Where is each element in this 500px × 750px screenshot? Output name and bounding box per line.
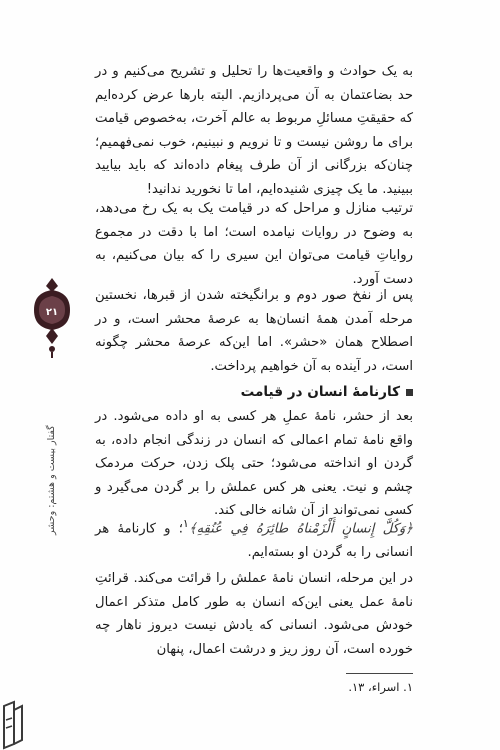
footnote: ۱. اسراء، ۱۳. <box>348 680 413 694</box>
publisher-logo-icon <box>0 700 26 750</box>
paragraph: بعد از حشر، نامهٔ عملِ هر کسی به او داده می‌شود. در واقع نامهٔ تمام اعمالی که انسان در زندگی انجام داده، به گردن او انداخته می‌شود؛ حتی پلک زدن، حرکت مردمک چشم و نیت. یعنی هر کس عملش را بر گردن می‌گیرد و کسی نمی‌تواند از آن شانه خالی کند. <box>95 409 413 519</box>
footnote-marker: ۱ <box>182 517 189 530</box>
quote-paragraph <box>95 512 413 565</box>
paragraph: در این مرحله، انسان نامهٔ عملش را قرائت می‌کند. قرائتِ نامهٔ عمل یعنی این‌که انسان به طور کامل متذکر اعمال خودش می‌شود. انسانی که یادش نیست دیروز ناهار چه خورده است، آن روز ریز و درشت اعمال، پنهان <box>95 571 413 657</box>
footnote-divider <box>346 673 413 674</box>
page-number: ۲۱ <box>45 307 59 318</box>
square-bullet-icon <box>406 389 413 396</box>
paragraph: به یک حوادث و واقعیت‌ها را تحلیل و تشریح می‌کنیم و در حد بضاعتمان به آن می‌پردازیم. البته بارها عرض کرده‌ایم که حقیقتِ مسائلِ مربوط به عالم آخرت، به‌خصوص قیامت برای ما روشن نیست و تا نرویم و نبینیم، خوب نمی‌فهمیم؛ چنان‌که بزرگانی از آن طرف پیغام داده‌اند که باید بیایید ببینید. ما یک چیزی شنیده‌ایم، اما تا نخورید ندانید! <box>95 64 413 197</box>
section-heading <box>95 381 413 403</box>
quote-translation: ؛ و کارنامهٔ هر انسانی را به گردن او بسته‌ایم. <box>95 521 413 560</box>
paragraph: پس از نفخ صور دوم و برانگیخته شدن از قبرها، نخستین مرحله آمدن همهٔ انسان‌ها به عرصهٔ محشر است، و در اصطلاح همان «حشر». اما این‌که عرصهٔ محشر چگونه است، در آینده به آن خواهیم پرداخت. <box>95 288 413 374</box>
section-heading-text: کارنامهٔ انسان در قیامت <box>240 384 400 400</box>
quran-quote: ﴿وَكُلَّ إِنسانٍ أَلْزَمْناهُ طائِرَهُ فِي عُنُقِهِ﴾ <box>188 521 413 537</box>
running-header: گفتار بیست و هشتم: وحشر <box>46 425 57 535</box>
paragraph: ترتیب منازل و مراحل که در قیامت یک به یک رخ می‌دهد، به وضوح در روایات نیامده است؛ اما با دقت در مجموع روایاتِ قیامت می‌توان این سیری را که بیان می‌کنیم، به دست آورد. <box>95 201 413 287</box>
